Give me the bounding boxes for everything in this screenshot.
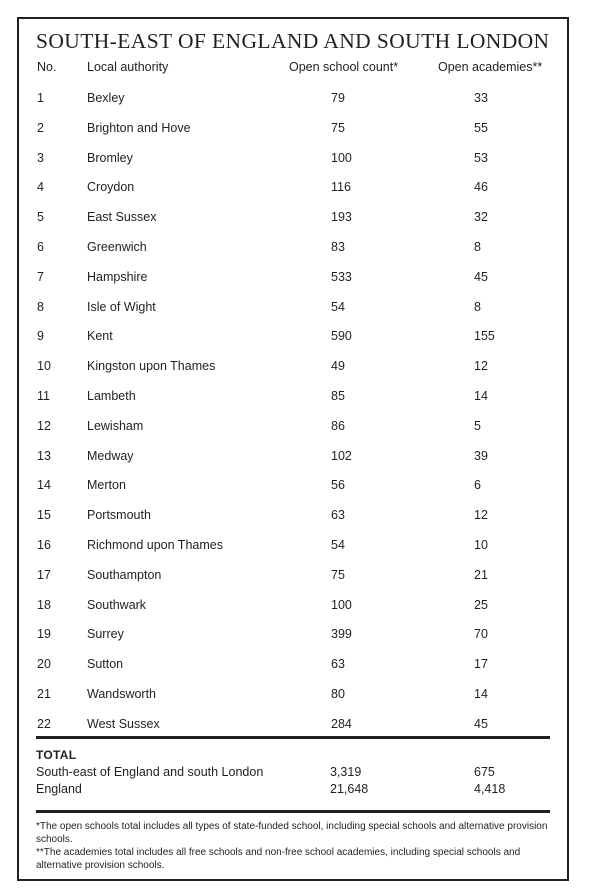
row-no: 7 [37,269,44,284]
footnotes [36,820,556,872]
row-open-school-count: 56 [331,478,345,493]
row-open-academies: 55 [474,120,488,135]
row-no: 3 [37,150,44,165]
row-open-school-count: 54 [331,537,345,552]
row-open-school-count: 80 [331,686,345,701]
total-heading: TOTAL [36,748,77,762]
row-local-authority: Croydon [87,180,135,195]
row-no: 2 [37,120,44,135]
total-row-label: England [36,782,82,796]
row-no: 6 [37,239,44,254]
table-row [0,709,600,739]
row-open-school-count: 590 [331,329,352,344]
header-local-authority: Local authority [87,60,169,74]
row-open-school-count: 533 [331,269,352,284]
table-body [0,83,600,739]
table-row [0,262,600,292]
table-row [0,202,600,232]
row-local-authority: Merton [87,478,126,493]
table-row [0,351,600,381]
row-open-academies: 21 [474,567,488,582]
row-open-academies: 17 [474,657,488,672]
row-local-authority: Richmond upon Thames [87,537,223,552]
notes-divider [36,810,550,813]
row-no: 11 [37,388,50,403]
row-local-authority: Lewisham [87,418,144,433]
row-local-authority: Bexley [87,91,125,105]
row-no: 10 [37,359,51,374]
table-row [0,649,600,679]
row-no: 13 [37,448,51,463]
row-no: 15 [37,508,51,523]
row-open-school-count: 116 [331,180,351,195]
row-open-school-count: 79 [331,91,345,105]
row-open-academies: 32 [474,210,488,225]
row-open-academies: 5 [474,418,481,433]
row-no: 20 [37,657,51,672]
row-open-school-count: 75 [331,567,345,582]
row-no: 4 [37,180,44,195]
total-row-open-academies: 4,418 [474,782,506,796]
row-local-authority: Kingston upon Thames [87,359,216,374]
table-row [0,292,600,322]
table-row [0,143,600,173]
row-local-authority: Southwark [87,597,147,612]
table-row [0,441,600,471]
table-row [0,113,600,143]
row-open-academies: 155 [474,329,495,344]
row-no: 22 [37,716,51,731]
table-divider [36,736,550,739]
row-open-school-count: 49 [331,359,345,374]
header-open-school-count: Open school count* [289,60,399,74]
row-open-academies: 45 [474,716,488,731]
row-open-school-count: 284 [331,716,352,731]
row-open-academies: 39 [474,448,488,463]
row-no: 21 [37,686,51,701]
row-open-academies: 53 [474,150,488,165]
row-no: 17 [37,567,51,582]
row-open-school-count: 54 [331,299,345,314]
row-open-academies: 12 [474,508,488,523]
row-open-academies: 12 [474,359,488,374]
row-open-school-count: 63 [331,657,345,672]
table-row [0,381,600,411]
row-no: 19 [37,627,51,642]
row-local-authority: Isle of Wight [87,299,156,314]
row-no: 1 [37,91,44,105]
table-row [0,679,600,709]
table-row [0,470,600,500]
row-local-authority: Bromley [87,150,133,165]
table-row [0,500,600,530]
row-open-school-count: 100 [331,150,352,165]
row-local-authority: Surrey [87,627,124,642]
row-no: 16 [37,537,51,552]
row-no: 12 [37,418,51,433]
row-open-school-count: 102 [331,448,352,463]
footnote-academies: **The academies total includes all free schools and non-free school academies, including special schools and alternative provision schools. [36,847,521,871]
table-row [0,619,600,649]
header-no: No. [37,60,57,74]
total-row-open-school-count: 3,319 [330,765,362,779]
row-open-academies: 10 [474,537,488,552]
row-open-academies: 14 [474,686,488,701]
row-open-academies: 25 [474,597,488,612]
row-local-authority: Hampshire [87,269,148,284]
row-local-authority: Brighton and Hove [87,120,191,135]
row-local-authority: Portsmouth [87,508,151,523]
total-row-open-school-count: 21,648 [330,782,369,796]
page-title: SOUTH-EAST OF ENGLAND AND SOUTH LONDON [36,29,550,53]
row-local-authority: Lambeth [87,388,136,403]
row-open-academies: 46 [474,180,488,195]
total-row-open-academies: 675 [474,765,495,779]
table-row [0,530,600,560]
row-open-school-count: 100 [331,597,352,612]
row-local-authority: East Sussex [87,210,157,225]
table-row [0,590,600,620]
row-local-authority: Kent [87,329,113,344]
row-open-school-count: 75 [331,120,345,135]
footnote-open-schools: *The open schools total includes all types of state-funded school, including special schools and alternative provision schools. [36,821,548,845]
row-open-academies: 6 [474,478,481,493]
row-local-authority: Medway [87,448,134,463]
row-open-school-count: 399 [331,627,352,642]
row-local-authority: West Sussex [87,716,160,731]
row-no: 18 [37,597,51,612]
row-local-authority: Sutton [87,657,124,672]
row-no: 14 [37,478,51,493]
row-open-school-count: 83 [331,239,345,254]
row-local-authority: Wandsworth [87,686,157,701]
row-open-school-count: 85 [331,388,345,403]
row-open-school-count: 63 [331,508,345,523]
table-row [0,411,600,441]
row-open-academies: 8 [474,299,481,314]
row-no: 9 [37,329,44,344]
row-open-school-count: 193 [331,210,352,225]
table-row [0,560,600,590]
header-open-academies: Open academies** [438,60,543,74]
row-no: 8 [37,299,44,314]
table-row [0,172,600,202]
row-open-school-count: 86 [331,418,345,433]
table-row [0,232,600,262]
table-row [0,321,600,351]
row-open-academies: 8 [474,239,481,254]
table-row [0,83,600,113]
row-open-academies: 45 [474,269,488,284]
row-open-academies: 33 [474,91,488,105]
total-row-label: South-east of England and south London [36,765,264,779]
row-local-authority: Southampton [87,567,162,582]
row-open-academies: 14 [474,388,488,403]
row-open-academies: 70 [474,627,488,642]
row-no: 5 [37,210,44,225]
row-local-authority: Greenwich [87,239,147,254]
